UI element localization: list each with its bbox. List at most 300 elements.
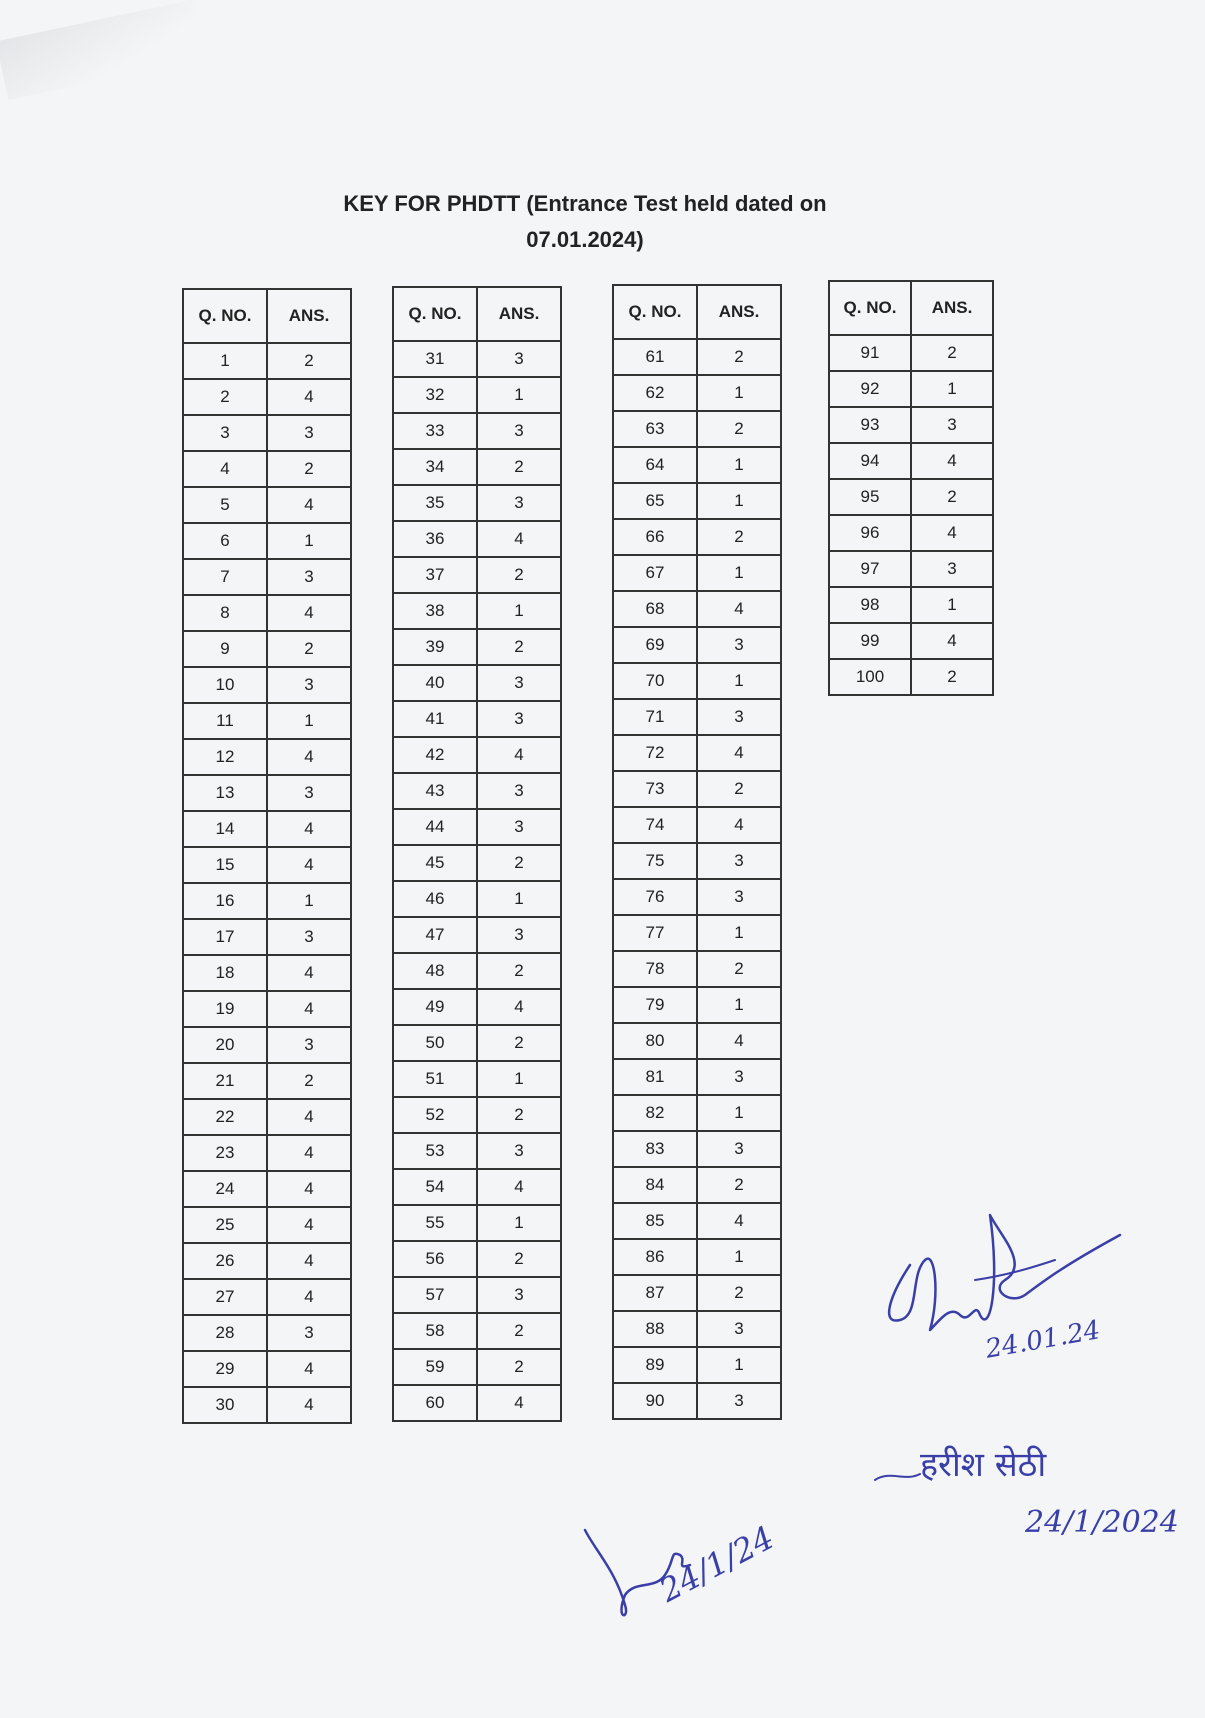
title-line-1: KEY FOR PHDTT (Entrance Test held dated on bbox=[343, 191, 827, 216]
header-q-no: Q. NO. bbox=[393, 287, 477, 341]
answer-key-table-3 bbox=[612, 284, 782, 1420]
table-row bbox=[393, 377, 561, 413]
answer-cell: 1 bbox=[697, 1095, 781, 1131]
question-number-cell: 72 bbox=[613, 735, 697, 771]
table-row bbox=[183, 631, 351, 667]
table-row bbox=[393, 989, 561, 1025]
answer-cell: 3 bbox=[477, 341, 561, 377]
answer-cell: 1 bbox=[697, 483, 781, 519]
header-q-no: Q. NO. bbox=[613, 285, 697, 339]
table-row bbox=[829, 551, 993, 587]
answer-cell: 1 bbox=[267, 703, 351, 739]
question-number-cell: 53 bbox=[393, 1133, 477, 1169]
question-number-cell: 60 bbox=[393, 1385, 477, 1421]
table-row bbox=[613, 843, 781, 879]
question-number-cell: 70 bbox=[613, 663, 697, 699]
table-row bbox=[393, 773, 561, 809]
table-row bbox=[393, 1277, 561, 1313]
question-number-cell: 35 bbox=[393, 485, 477, 521]
table-row bbox=[613, 1167, 781, 1203]
question-number-cell: 76 bbox=[613, 879, 697, 915]
answer-cell: 3 bbox=[477, 485, 561, 521]
answer-cell: 4 bbox=[267, 487, 351, 523]
answer-cell: 4 bbox=[267, 991, 351, 1027]
answer-cell: 4 bbox=[267, 1387, 351, 1423]
answer-cell: 2 bbox=[477, 557, 561, 593]
answer-cell: 3 bbox=[697, 843, 781, 879]
answer-cell: 1 bbox=[911, 371, 993, 407]
question-number-cell: 92 bbox=[829, 371, 911, 407]
question-number-cell: 7 bbox=[183, 559, 267, 595]
question-number-cell: 9 bbox=[183, 631, 267, 667]
answer-cell: 4 bbox=[911, 515, 993, 551]
question-number-cell: 77 bbox=[613, 915, 697, 951]
answer-cell: 2 bbox=[697, 411, 781, 447]
table-row bbox=[183, 991, 351, 1027]
answer-cell: 4 bbox=[697, 1023, 781, 1059]
table-row bbox=[183, 1171, 351, 1207]
table-row bbox=[613, 1095, 781, 1131]
answer-cell: 3 bbox=[911, 551, 993, 587]
answer-cell: 2 bbox=[911, 335, 993, 371]
question-number-cell: 10 bbox=[183, 667, 267, 703]
table-row bbox=[829, 443, 993, 479]
signature-1-date: 24.01.24 bbox=[983, 1315, 1103, 1365]
table-row bbox=[613, 699, 781, 735]
table-row bbox=[393, 665, 561, 701]
table-row bbox=[393, 701, 561, 737]
question-number-cell: 68 bbox=[613, 591, 697, 627]
table-row bbox=[393, 629, 561, 665]
answer-cell: 3 bbox=[267, 559, 351, 595]
question-number-cell: 34 bbox=[393, 449, 477, 485]
table-row bbox=[613, 1275, 781, 1311]
question-number-cell: 42 bbox=[393, 737, 477, 773]
table-row bbox=[393, 341, 561, 377]
answer-key-table-2 bbox=[392, 286, 562, 1422]
question-number-cell: 48 bbox=[393, 953, 477, 989]
answer-cell: 2 bbox=[697, 519, 781, 555]
table-row bbox=[829, 515, 993, 551]
answer-cell: 4 bbox=[477, 1385, 561, 1421]
table-row bbox=[393, 1349, 561, 1385]
table-row bbox=[613, 483, 781, 519]
table-row bbox=[183, 739, 351, 775]
question-number-cell: 13 bbox=[183, 775, 267, 811]
answer-cell: 3 bbox=[697, 1059, 781, 1095]
question-number-cell: 98 bbox=[829, 587, 911, 623]
table-row bbox=[613, 1347, 781, 1383]
answer-cell: 3 bbox=[267, 415, 351, 451]
table-row bbox=[613, 1203, 781, 1239]
answer-cell: 2 bbox=[267, 631, 351, 667]
table-row bbox=[183, 1135, 351, 1171]
answer-cell: 4 bbox=[697, 735, 781, 771]
question-number-cell: 52 bbox=[393, 1097, 477, 1133]
question-number-cell: 63 bbox=[613, 411, 697, 447]
table-row bbox=[183, 1243, 351, 1279]
header-ans: ANS. bbox=[267, 289, 351, 343]
answer-cell: 1 bbox=[477, 593, 561, 629]
table-row bbox=[393, 1169, 561, 1205]
answer-cell: 1 bbox=[697, 555, 781, 591]
question-number-cell: 29 bbox=[183, 1351, 267, 1387]
table-row bbox=[183, 883, 351, 919]
table-row bbox=[183, 955, 351, 991]
table-row bbox=[829, 371, 993, 407]
answer-cell: 2 bbox=[911, 479, 993, 515]
question-number-cell: 3 bbox=[183, 415, 267, 451]
table-row bbox=[613, 1383, 781, 1419]
question-number-cell: 90 bbox=[613, 1383, 697, 1419]
question-number-cell: 56 bbox=[393, 1241, 477, 1277]
table-row bbox=[613, 591, 781, 627]
table-row bbox=[183, 847, 351, 883]
answer-cell: 1 bbox=[697, 663, 781, 699]
question-number-cell: 36 bbox=[393, 521, 477, 557]
answer-cell: 3 bbox=[267, 667, 351, 703]
answer-cell: 3 bbox=[477, 413, 561, 449]
table-row bbox=[393, 593, 561, 629]
table-row bbox=[393, 521, 561, 557]
answer-cell: 1 bbox=[911, 587, 993, 623]
question-number-cell: 11 bbox=[183, 703, 267, 739]
question-number-cell: 67 bbox=[613, 555, 697, 591]
table-row bbox=[183, 1099, 351, 1135]
question-number-cell: 2 bbox=[183, 379, 267, 415]
question-number-cell: 58 bbox=[393, 1313, 477, 1349]
answer-cell: 2 bbox=[477, 1025, 561, 1061]
answer-cell: 2 bbox=[477, 1349, 561, 1385]
table-row bbox=[393, 917, 561, 953]
signature-2-date: 24/1/2024 bbox=[1025, 1505, 1179, 1540]
table-body bbox=[183, 343, 351, 1423]
question-number-cell: 40 bbox=[393, 665, 477, 701]
question-number-cell: 78 bbox=[613, 951, 697, 987]
question-number-cell: 86 bbox=[613, 1239, 697, 1275]
answer-cell: 2 bbox=[697, 771, 781, 807]
question-number-cell: 94 bbox=[829, 443, 911, 479]
answer-cell: 4 bbox=[267, 1099, 351, 1135]
answer-cell: 4 bbox=[267, 847, 351, 883]
question-number-cell: 55 bbox=[393, 1205, 477, 1241]
table-row bbox=[393, 809, 561, 845]
table-row bbox=[613, 663, 781, 699]
answer-cell: 1 bbox=[697, 1347, 781, 1383]
answer-cell: 3 bbox=[477, 773, 561, 809]
table-row bbox=[183, 559, 351, 595]
table-row bbox=[613, 375, 781, 411]
question-number-cell: 49 bbox=[393, 989, 477, 1025]
signature-3-date: 24/1/24 bbox=[653, 1518, 781, 1610]
header-ans: ANS. bbox=[477, 287, 561, 341]
question-number-cell: 32 bbox=[393, 377, 477, 413]
answer-cell: 4 bbox=[697, 591, 781, 627]
question-number-cell: 97 bbox=[829, 551, 911, 587]
question-number-cell: 79 bbox=[613, 987, 697, 1023]
question-number-cell: 26 bbox=[183, 1243, 267, 1279]
table-row bbox=[613, 879, 781, 915]
question-number-cell: 59 bbox=[393, 1349, 477, 1385]
answer-cell: 3 bbox=[477, 665, 561, 701]
question-number-cell: 16 bbox=[183, 883, 267, 919]
signature-2-name: हरीश सेठी bbox=[920, 1445, 1047, 1485]
question-number-cell: 57 bbox=[393, 1277, 477, 1313]
table-row bbox=[183, 667, 351, 703]
table-row bbox=[613, 987, 781, 1023]
question-number-cell: 30 bbox=[183, 1387, 267, 1423]
table-row bbox=[183, 1387, 351, 1423]
table-row bbox=[183, 595, 351, 631]
question-number-cell: 80 bbox=[613, 1023, 697, 1059]
table-row bbox=[613, 555, 781, 591]
table-row bbox=[183, 343, 351, 379]
question-number-cell: 17 bbox=[183, 919, 267, 955]
answer-cell: 2 bbox=[477, 1097, 561, 1133]
question-number-cell: 93 bbox=[829, 407, 911, 443]
answer-cell: 4 bbox=[697, 807, 781, 843]
table-body bbox=[613, 339, 781, 1419]
table-body bbox=[393, 341, 561, 1421]
question-number-cell: 24 bbox=[183, 1171, 267, 1207]
table-row bbox=[393, 737, 561, 773]
answer-cell: 3 bbox=[267, 1315, 351, 1351]
answer-cell: 3 bbox=[477, 1277, 561, 1313]
table-row bbox=[829, 407, 993, 443]
question-number-cell: 12 bbox=[183, 739, 267, 775]
answer-cell: 3 bbox=[697, 1311, 781, 1347]
question-number-cell: 27 bbox=[183, 1279, 267, 1315]
question-number-cell: 15 bbox=[183, 847, 267, 883]
question-number-cell: 95 bbox=[829, 479, 911, 515]
question-number-cell: 47 bbox=[393, 917, 477, 953]
table-row bbox=[393, 449, 561, 485]
question-number-cell: 99 bbox=[829, 623, 911, 659]
question-number-cell: 46 bbox=[393, 881, 477, 917]
table-row bbox=[613, 1023, 781, 1059]
table-row bbox=[393, 1025, 561, 1061]
table-row bbox=[829, 587, 993, 623]
question-number-cell: 28 bbox=[183, 1315, 267, 1351]
question-number-cell: 81 bbox=[613, 1059, 697, 1095]
table-row bbox=[613, 339, 781, 375]
answer-cell: 3 bbox=[477, 917, 561, 953]
header-q-no: Q. NO. bbox=[829, 281, 911, 335]
question-number-cell: 89 bbox=[613, 1347, 697, 1383]
answer-cell: 1 bbox=[267, 883, 351, 919]
answer-cell: 4 bbox=[697, 1203, 781, 1239]
table-row bbox=[613, 519, 781, 555]
table-row bbox=[183, 1351, 351, 1387]
answer-cell: 4 bbox=[267, 1207, 351, 1243]
question-number-cell: 19 bbox=[183, 991, 267, 1027]
table-row bbox=[613, 1239, 781, 1275]
table-row bbox=[183, 919, 351, 955]
question-number-cell: 37 bbox=[393, 557, 477, 593]
question-number-cell: 83 bbox=[613, 1131, 697, 1167]
question-number-cell: 21 bbox=[183, 1063, 267, 1099]
question-number-cell: 75 bbox=[613, 843, 697, 879]
table-row bbox=[613, 771, 781, 807]
answer-key-table-4 bbox=[828, 280, 994, 696]
table-row bbox=[393, 953, 561, 989]
table-row bbox=[393, 485, 561, 521]
table-row bbox=[613, 1131, 781, 1167]
answer-cell: 1 bbox=[477, 1205, 561, 1241]
question-number-cell: 88 bbox=[613, 1311, 697, 1347]
answer-cell: 2 bbox=[477, 1241, 561, 1277]
answer-cell: 4 bbox=[267, 955, 351, 991]
table-row bbox=[183, 1027, 351, 1063]
answer-cell: 3 bbox=[697, 1131, 781, 1167]
table-row bbox=[829, 623, 993, 659]
answer-cell: 1 bbox=[697, 447, 781, 483]
question-number-cell: 100 bbox=[829, 659, 911, 695]
table-row bbox=[613, 411, 781, 447]
table-row bbox=[183, 775, 351, 811]
answer-cell: 2 bbox=[697, 951, 781, 987]
answer-cell: 4 bbox=[267, 1243, 351, 1279]
question-number-cell: 33 bbox=[393, 413, 477, 449]
answer-cell: 1 bbox=[697, 915, 781, 951]
answer-cell: 3 bbox=[477, 809, 561, 845]
table-row bbox=[183, 379, 351, 415]
question-number-cell: 5 bbox=[183, 487, 267, 523]
question-number-cell: 66 bbox=[613, 519, 697, 555]
question-number-cell: 64 bbox=[613, 447, 697, 483]
table-row bbox=[183, 1279, 351, 1315]
table-row bbox=[613, 447, 781, 483]
answer-cell: 4 bbox=[267, 739, 351, 775]
question-number-cell: 20 bbox=[183, 1027, 267, 1063]
answer-cell: 3 bbox=[697, 879, 781, 915]
question-number-cell: 31 bbox=[393, 341, 477, 377]
answer-cell: 4 bbox=[477, 737, 561, 773]
question-number-cell: 14 bbox=[183, 811, 267, 847]
answer-cell: 3 bbox=[477, 1133, 561, 1169]
answer-cell: 4 bbox=[267, 1351, 351, 1387]
question-number-cell: 85 bbox=[613, 1203, 697, 1239]
table-row bbox=[183, 1315, 351, 1351]
question-number-cell: 44 bbox=[393, 809, 477, 845]
table-row bbox=[393, 1241, 561, 1277]
table-row bbox=[829, 335, 993, 371]
question-number-cell: 4 bbox=[183, 451, 267, 487]
table-row bbox=[393, 1061, 561, 1097]
question-number-cell: 82 bbox=[613, 1095, 697, 1131]
question-number-cell: 43 bbox=[393, 773, 477, 809]
answer-cell: 3 bbox=[911, 407, 993, 443]
answer-cell: 4 bbox=[267, 1279, 351, 1315]
answer-cell: 3 bbox=[477, 701, 561, 737]
table-row bbox=[613, 915, 781, 951]
answer-cell: 4 bbox=[267, 595, 351, 631]
table-body bbox=[829, 335, 993, 695]
document-title bbox=[0, 186, 1170, 258]
question-number-cell: 65 bbox=[613, 483, 697, 519]
table-row bbox=[393, 1385, 561, 1421]
question-number-cell: 73 bbox=[613, 771, 697, 807]
table-row bbox=[393, 881, 561, 917]
question-number-cell: 91 bbox=[829, 335, 911, 371]
question-number-cell: 6 bbox=[183, 523, 267, 559]
answer-cell: 1 bbox=[697, 1239, 781, 1275]
answer-cell: 3 bbox=[267, 919, 351, 955]
answer-cell: 2 bbox=[477, 449, 561, 485]
question-number-cell: 69 bbox=[613, 627, 697, 663]
answer-cell: 4 bbox=[267, 379, 351, 415]
answer-cell: 1 bbox=[477, 377, 561, 413]
answer-cell: 2 bbox=[697, 1275, 781, 1311]
question-number-cell: 1 bbox=[183, 343, 267, 379]
answer-cell: 4 bbox=[267, 811, 351, 847]
table-row bbox=[183, 1063, 351, 1099]
answer-cell: 2 bbox=[267, 1063, 351, 1099]
answer-cell: 3 bbox=[697, 1383, 781, 1419]
question-number-cell: 51 bbox=[393, 1061, 477, 1097]
question-number-cell: 18 bbox=[183, 955, 267, 991]
answer-cell: 1 bbox=[697, 375, 781, 411]
table-row bbox=[183, 523, 351, 559]
answer-cell: 1 bbox=[477, 1061, 561, 1097]
question-number-cell: 54 bbox=[393, 1169, 477, 1205]
table-row bbox=[183, 487, 351, 523]
answer-cell: 2 bbox=[477, 845, 561, 881]
answer-cell: 2 bbox=[477, 629, 561, 665]
answer-cell: 4 bbox=[267, 1171, 351, 1207]
header-ans: ANS. bbox=[911, 281, 993, 335]
question-number-cell: 84 bbox=[613, 1167, 697, 1203]
question-number-cell: 41 bbox=[393, 701, 477, 737]
answer-cell: 4 bbox=[911, 623, 993, 659]
table-row bbox=[393, 845, 561, 881]
table-row bbox=[613, 1059, 781, 1095]
header-q-no: Q. NO. bbox=[183, 289, 267, 343]
question-number-cell: 38 bbox=[393, 593, 477, 629]
table-row bbox=[183, 811, 351, 847]
question-number-cell: 50 bbox=[393, 1025, 477, 1061]
answer-cell: 2 bbox=[697, 1167, 781, 1203]
table-row bbox=[393, 413, 561, 449]
table-row bbox=[183, 1207, 351, 1243]
table-row bbox=[393, 1313, 561, 1349]
title-line-2: 07.01.2024) bbox=[526, 227, 644, 252]
table-row bbox=[613, 807, 781, 843]
table-row bbox=[393, 1133, 561, 1169]
question-number-cell: 87 bbox=[613, 1275, 697, 1311]
table-row bbox=[183, 451, 351, 487]
question-number-cell: 74 bbox=[613, 807, 697, 843]
question-number-cell: 62 bbox=[613, 375, 697, 411]
table-row bbox=[829, 479, 993, 515]
answer-cell: 4 bbox=[477, 1169, 561, 1205]
table-row bbox=[613, 627, 781, 663]
answer-cell: 2 bbox=[477, 1313, 561, 1349]
answer-cell: 3 bbox=[697, 699, 781, 735]
answer-cell: 2 bbox=[477, 953, 561, 989]
table-row bbox=[613, 951, 781, 987]
answer-cell: 4 bbox=[911, 443, 993, 479]
answer-cell: 3 bbox=[267, 1027, 351, 1063]
answer-cell: 2 bbox=[697, 339, 781, 375]
table-row bbox=[393, 557, 561, 593]
answer-cell: 2 bbox=[911, 659, 993, 695]
question-number-cell: 8 bbox=[183, 595, 267, 631]
table-row bbox=[829, 659, 993, 695]
answer-key-table-1 bbox=[182, 288, 352, 1424]
question-number-cell: 61 bbox=[613, 339, 697, 375]
question-number-cell: 96 bbox=[829, 515, 911, 551]
